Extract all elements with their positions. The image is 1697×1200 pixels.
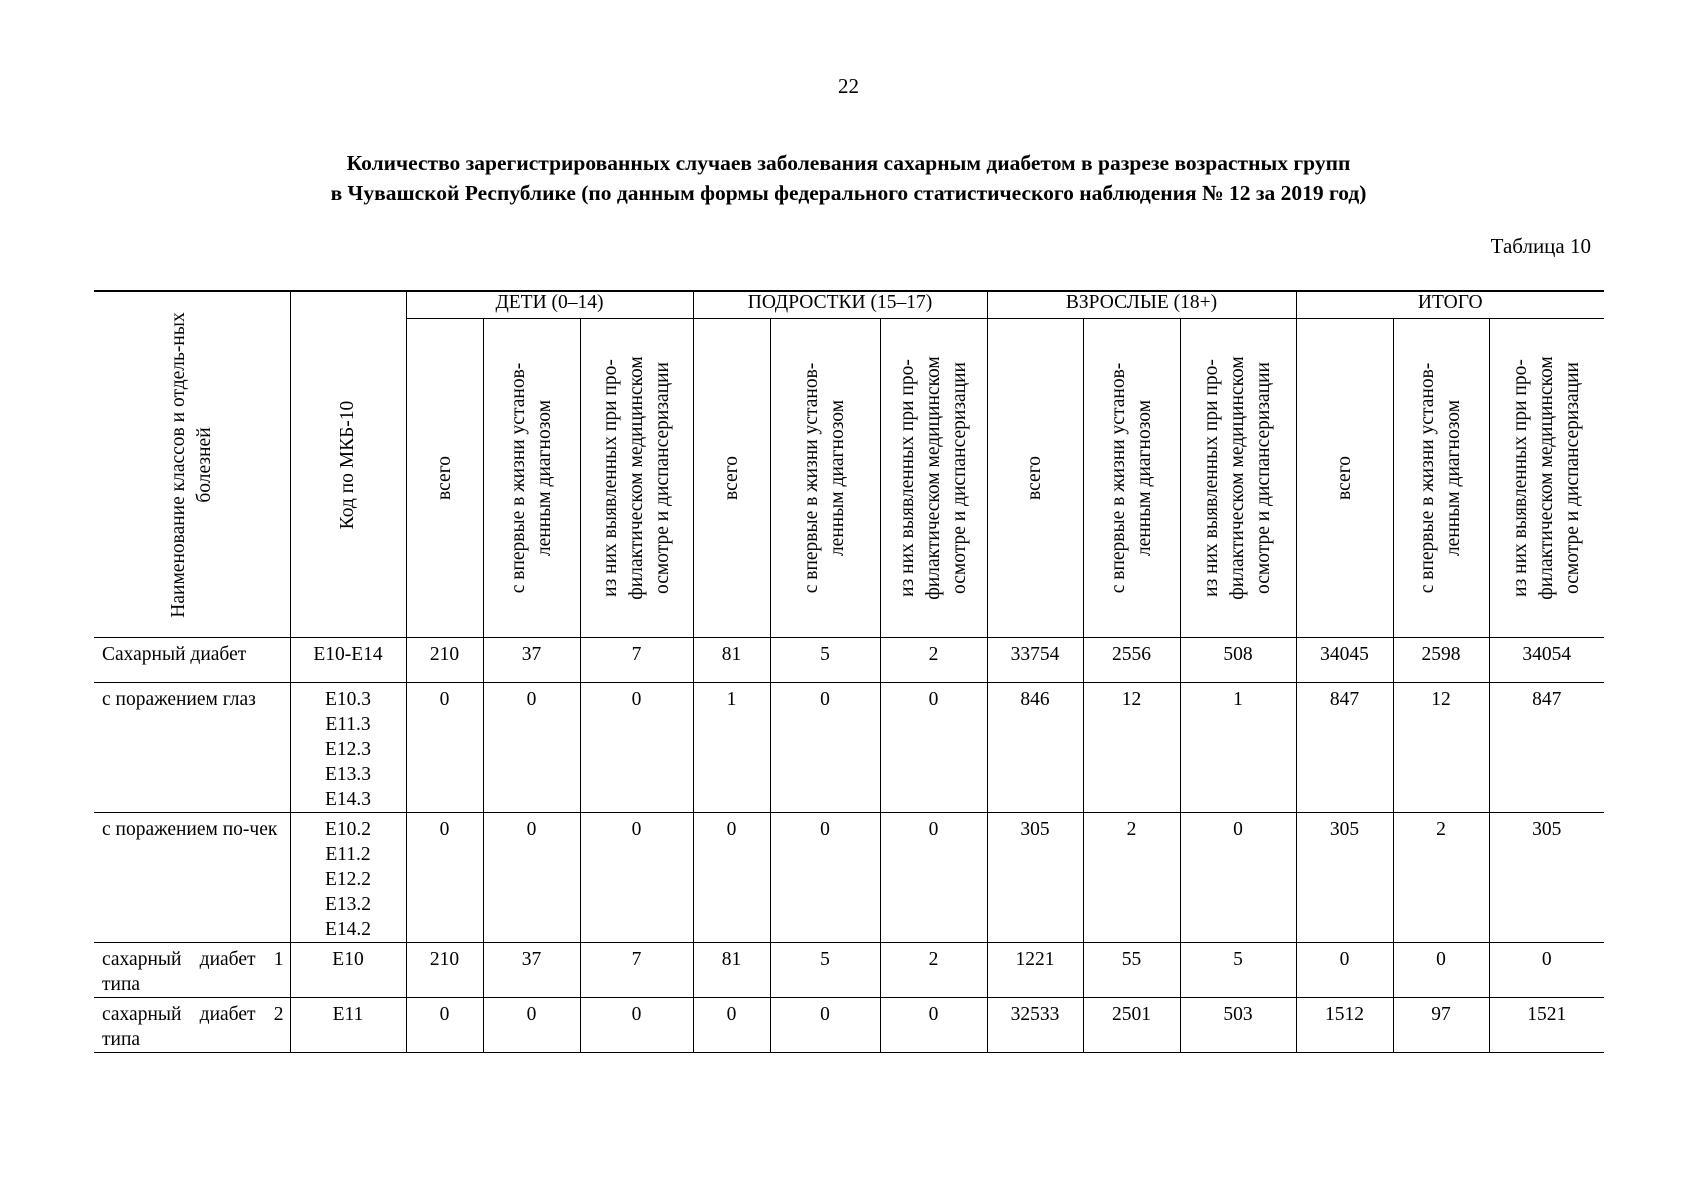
table-row [94, 998, 1604, 1053]
row-codes: E11 [290, 998, 406, 1053]
group-header-adults: ВЗРОСЛЫЕ (18+) [987, 291, 1296, 319]
cell-value: 34054 [1489, 638, 1604, 683]
cell-value: 37 [483, 638, 580, 683]
cell-value: 1521 [1489, 998, 1604, 1053]
subheader-adults-total: всего [987, 319, 1083, 638]
cell-value: 2598 [1393, 638, 1489, 683]
cell-value: 503 [1180, 998, 1296, 1053]
cell-value: 7 [580, 943, 693, 998]
cell-value: 34045 [1296, 638, 1393, 683]
cell-value: 210 [406, 638, 483, 683]
cell-value: 12 [1393, 683, 1489, 813]
cell-value: 0 [1489, 943, 1604, 998]
cell-value: 0 [880, 813, 987, 943]
group-header-children: ДЕТИ (0–14) [406, 291, 693, 319]
cell-value: 847 [1296, 683, 1393, 813]
row-name: с поражением по-чек [94, 813, 290, 943]
cell-value: 847 [1489, 683, 1604, 813]
subheader-teens-total: всего [693, 319, 770, 638]
header-name [94, 291, 290, 638]
header-code-text: Код по МКБ-10 [337, 400, 358, 529]
subheader-teens-screening: из них выявленных при про-филактическом медицинском осмотре и диспансеризации [880, 319, 987, 638]
subheader-teens-new: с впервые в жизни установ-ленным диагнозом [770, 319, 880, 638]
cell-value: 0 [483, 683, 580, 813]
title-line-2: в Чувашской Республике (по данным формы федерального статистического наблюдения № 12 за 2019 год) [330, 181, 1367, 205]
cell-value: 5 [770, 943, 880, 998]
cell-value: 1512 [1296, 998, 1393, 1053]
group-header-total: ИТОГО [1296, 291, 1604, 319]
table-label: Таблица 10 [1490, 234, 1591, 258]
row-codes: E10.3 E11.3 E12.3 E13.3 E14.3 [290, 683, 406, 813]
table-row [94, 943, 1604, 998]
header-code [290, 291, 406, 638]
cell-value: 0 [483, 998, 580, 1053]
cell-value: 33754 [987, 638, 1083, 683]
page-number: 22 [838, 74, 859, 98]
cell-value: 0 [770, 813, 880, 943]
subheader-adults-screening: из них выявленных при про-филактическом медицинском осмотре и диспансеризации [1180, 319, 1296, 638]
cell-value: 846 [987, 683, 1083, 813]
table-row [94, 683, 1604, 813]
header-name-text: Наименование классов и отдель-ных болезней [167, 311, 215, 618]
cell-value: 55 [1083, 943, 1180, 998]
cell-value: 0 [770, 683, 880, 813]
cell-value: 0 [1393, 943, 1489, 998]
cell-value: 5 [1180, 943, 1296, 998]
cell-value: 12 [1083, 683, 1180, 813]
row-codes: E10-E14 [290, 638, 406, 683]
cell-value: 0 [1296, 943, 1393, 998]
cell-value: 0 [580, 998, 693, 1053]
document-title [0, 148, 1697, 208]
cell-value: 305 [1296, 813, 1393, 943]
table-row [94, 813, 1604, 943]
subheader-adults-new: с впервые в жизни установ-ленным диагнозом [1083, 319, 1180, 638]
cell-value: 0 [483, 813, 580, 943]
cell-value: 7 [580, 638, 693, 683]
cell-value: 2 [880, 943, 987, 998]
title-line-1: Количество зарегистрированных случаев заболевания сахарным диабетом в разрезе возрастных групп [346, 151, 1351, 175]
row-name: с поражением глаз [94, 683, 290, 813]
row-codes: E10 [290, 943, 406, 998]
cell-value: 2556 [1083, 638, 1180, 683]
cell-value: 0 [693, 998, 770, 1053]
cell-value: 305 [987, 813, 1083, 943]
group-header-teens: ПОДРОСТКИ (15–17) [693, 291, 987, 319]
cell-value: 0 [580, 683, 693, 813]
cell-value: 210 [406, 943, 483, 998]
subheader-total-new: с впервые в жизни установ-ленным диагнозом [1393, 319, 1489, 638]
cell-value: 1 [1180, 683, 1296, 813]
row-codes: E10.2 E11.2 E12.2 E13.2 E14.2 [290, 813, 406, 943]
subheader-children-new: с впервые в жизни установ-ленным диагнозом [483, 319, 580, 638]
cell-value: 1221 [987, 943, 1083, 998]
row-name: сахарный диабет 2 типа [94, 998, 290, 1053]
cell-value: 2501 [1083, 998, 1180, 1053]
cell-value: 1 [693, 683, 770, 813]
cell-value: 0 [770, 998, 880, 1053]
cell-value: 0 [406, 683, 483, 813]
cell-value: 0 [1180, 813, 1296, 943]
cell-value: 0 [880, 998, 987, 1053]
diabetes-table [94, 290, 1604, 1053]
cell-value: 5 [770, 638, 880, 683]
cell-value: 2 [880, 638, 987, 683]
cell-value: 81 [693, 943, 770, 998]
cell-value: 32533 [987, 998, 1083, 1053]
cell-value: 0 [406, 998, 483, 1053]
row-name: Сахарный диабет [94, 638, 290, 683]
cell-value: 81 [693, 638, 770, 683]
cell-value: 0 [580, 813, 693, 943]
subheader-total-total: всего [1296, 319, 1393, 638]
cell-value: 0 [693, 813, 770, 943]
subheader-total-screening: из них выявленных при про-филактическом медицинском осмотре и диспансеризации [1489, 319, 1604, 638]
cell-value: 97 [1393, 998, 1489, 1053]
cell-value: 2 [1083, 813, 1180, 943]
cell-value: 305 [1489, 813, 1604, 943]
table-row [94, 638, 1604, 683]
cell-value: 2 [1393, 813, 1489, 943]
subheader-children-total: всего [406, 319, 483, 638]
cell-value: 508 [1180, 638, 1296, 683]
cell-value: 0 [406, 813, 483, 943]
row-name: сахарный диабет 1 типа [94, 943, 290, 998]
cell-value: 37 [483, 943, 580, 998]
cell-value: 0 [880, 683, 987, 813]
subheader-children-screening: из них выявленных при про-филактическом медицинском осмотре и диспансеризации [580, 319, 693, 638]
